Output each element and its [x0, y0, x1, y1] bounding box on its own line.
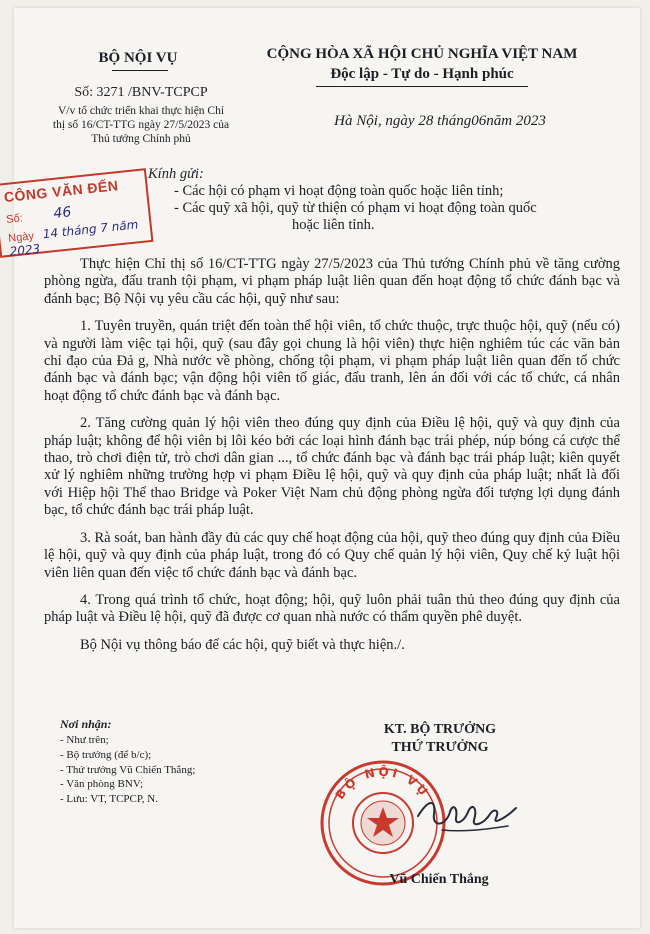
signature-title: THỨ TRƯỞNG — [391, 740, 489, 755]
footer-recipient-item: - Lưu: VT, TCPCP, N. — [60, 793, 158, 806]
closing-paragraph: Bộ Nội vụ thông báo để các hội, quỹ biết và thực hiện./. — [80, 636, 405, 653]
document-subject: V/v tổ chức triển khai thực hiện Chỉ thị số 16/CT-TTG ngày 27/5/2023 của Thủ tướng Chính phủ — [52, 105, 230, 145]
footer-recipient-item: - Văn phòng BNV; — [60, 778, 144, 791]
item-paragraph-4: 4. Trong quá trình tổ chức, hoạt động; hội, quỹ luôn phải tuân thủ theo đúng quy định của pháp luật và Điều lệ hội, quỹ đã được cơ quan nhà nước có thẩm quyền phê duyệt. — [44, 591, 620, 626]
stamp-number-label: Số: — [5, 212, 24, 226]
national-motto: Độc lập - Tự do - Hạnh phúc — [330, 66, 514, 82]
item-paragraph-1: 1. Tuyên truyền, quán triệt đến toàn thể hội viên, tổ chức thuộc, trực thuộc hội, quỹ (nếu có) và người làm việc tại hội, quỹ (sau đây gọi chung là hội viên) thực hiện nghiêm túc các văn bản chỉ đạo của Đả g, Nhà nước về phòng, chống tội phạm, vi phạm pháp luật liên quan đến tổ chức đánh bạc và đánh bạc; vận động hội viên tố giác, đấu tranh, lên án đối với các tổ chức, cá nhân hoạt động tổ chức đánh bạc và đánh bạc. — [44, 318, 620, 404]
footer-recipient-item: - Thứ trưởng Vũ Chiến Thắng; — [60, 763, 196, 776]
recipient-item: - Các hội có phạm vi hoạt động toàn quốc hoặc liên tỉnh; — [174, 183, 504, 199]
document-number: Số: 3271 /BNV-TCPCP — [74, 85, 208, 100]
recipient-item-continuation: hoặc liên tỉnh. — [292, 217, 375, 233]
motto-underline — [316, 86, 528, 87]
item-paragraph-3: 3. Rà soát, ban hành đầy đủ các quy chế hoạt động của hội, quỹ theo đúng quy định của Điều lệ hội, quỹ và quy định của pháp luật, trong đó có Quy chế quản lý hội viên, Quy chế kỷ luật hội viên liên quan đến việc tổ chức đánh bạc và đánh bạc. — [44, 529, 620, 581]
greeting: Kính gửi: — [148, 166, 204, 182]
national-title: CỘNG HÒA XÃ HỘI CHỦ NGHĨA VIỆT NAM — [266, 46, 578, 62]
signature-authority: KT. BỘ TRƯỞNG — [383, 722, 497, 737]
ministry-underline — [112, 70, 168, 71]
intro-paragraph: Thực hiện Chỉ thị số 16/CT-TTG ngày 27/5/2023 của Thủ tướng Chính phủ về tăng cường phòng ngừa, đấu tranh tội phạm, vi phạm pháp luật liên quan đến hoạt động tổ chức đánh bạc và đánh bạc; Bộ Nội vụ yêu cầu các hội, quỹ như sau: — [44, 256, 620, 307]
recipients-footer-title: Nơi nhận: — [60, 717, 112, 731]
ministry-name: BỘ NỘI VỤ — [98, 50, 178, 66]
stamp-number-row — [5, 204, 72, 227]
recipients-footer-list — [60, 733, 260, 807]
incoming-document-stamp — [0, 168, 153, 258]
document-body — [44, 256, 620, 664]
handwritten-signature — [412, 786, 522, 842]
stamp-date-value: 14 tháng 7 năm 2023 — [8, 217, 139, 259]
signer-name: Vũ Chiến Thắng — [389, 872, 489, 887]
recipient-list — [174, 183, 614, 234]
stamp-number-value: 46 — [52, 204, 73, 222]
footer-recipient-item: - Như trên; — [60, 734, 109, 746]
issue-date: Hà Nội, ngày 28 tháng06năm 2023 — [334, 113, 546, 129]
footer-recipient-item: - Bộ trưởng (để b/c); — [60, 748, 152, 761]
stamp-title: CÔNG VĂN ĐẾN — [3, 177, 120, 206]
stamp-date-label: Ngày — [7, 230, 35, 245]
recipient-item: - Các quỹ xã hội, quỹ từ thiện có phạm vi hoạt động toàn quốc — [174, 200, 537, 216]
seal-text: BỘ NỘI VỤ — [332, 764, 433, 802]
item-paragraph-2: 2. Tăng cường quản lý hội viên theo đúng quy định của Điều lệ hội, quỹ và quy định của pháp luật; không để hội viên bị lôi kéo bởi các loại hình đánh bạc trái phép, núp bóng cá cược thể thao, trò chơi điện tử, trò chơi dân gian ..., tổ chức đánh bạc và đánh bạc trái pháp luật; kiên quyết xử lý nghiêm những trường hợp vi phạm Điều lệ hội, quỹ và quy định của pháp luật; nhất là đối với Hiệp hội Thể thao Bridge và Poker Việt Nam chủ động phòng ngừa đối tượng lợi dụng đánh bạc, tổ chức đánh bạc trái pháp luật. — [44, 415, 620, 519]
